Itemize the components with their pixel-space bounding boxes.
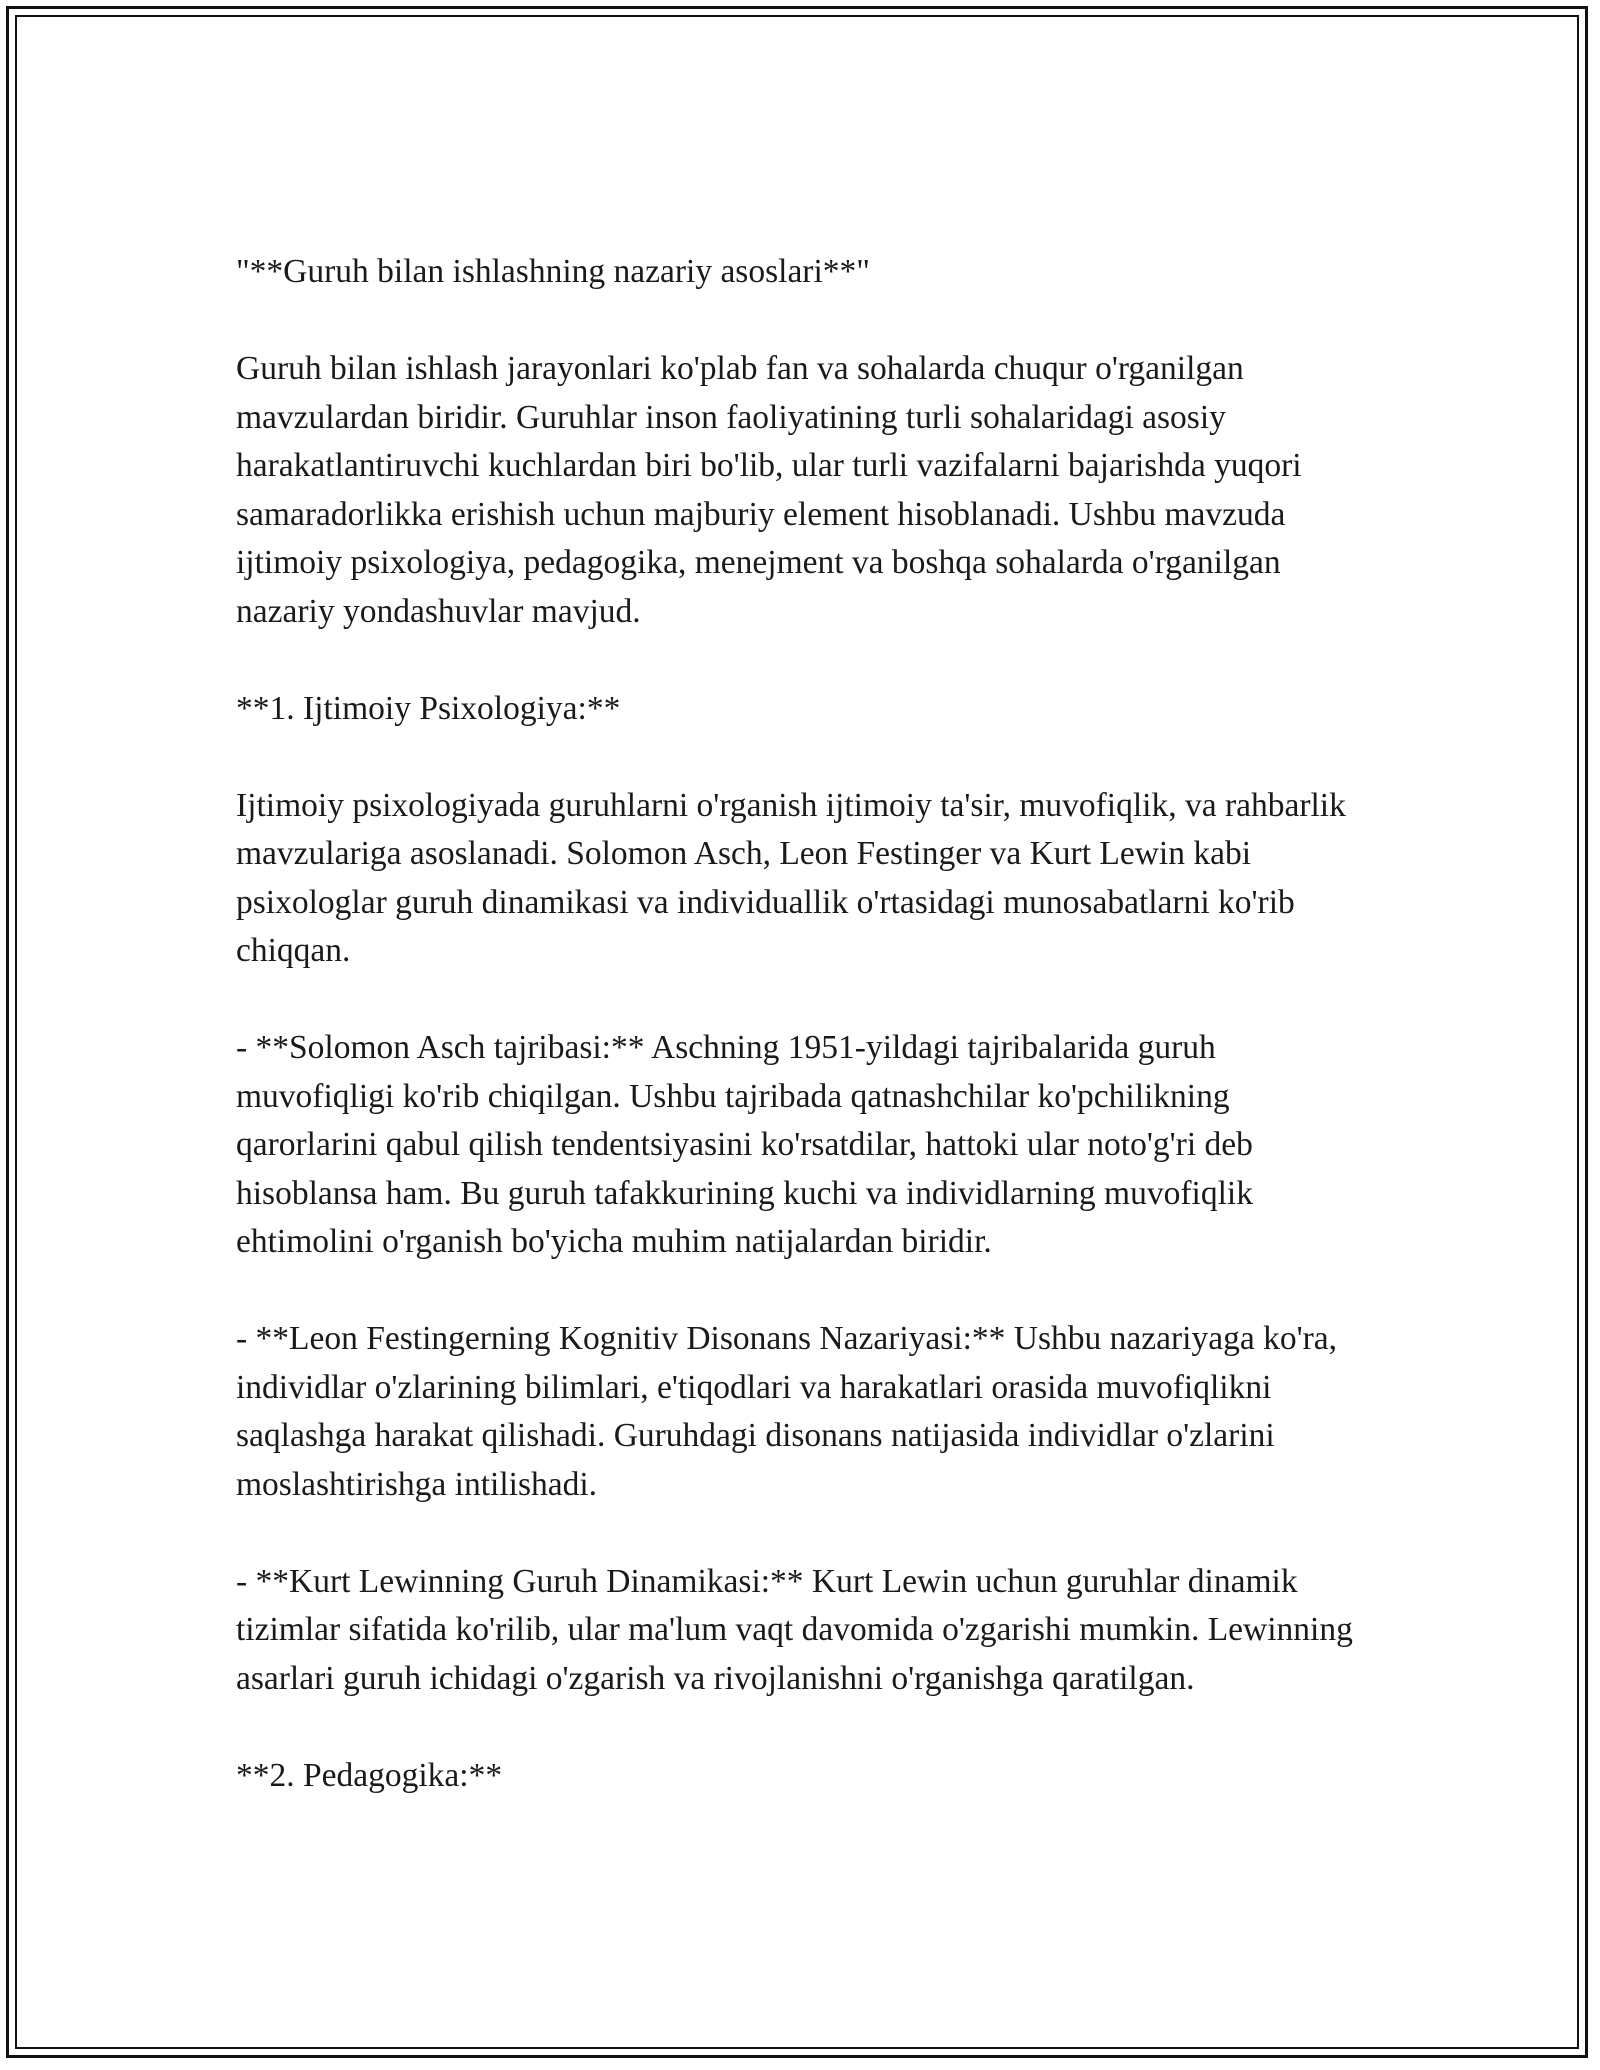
section-heading-social-psychology: **1. Ijtimoiy Psixologiya:** xyxy=(236,689,621,727)
list-item-asch: - **Solomon Asch tajribasi:** Aschning 1951-yildagi tajribalarida guruh muvofiqligi ko'rib chiqilgan. Ushbu tajribada qatnashchilar ko'pchilikning qarorlarini qabul qilish tendentsiyasini ko'rsatdilar, hattoki ular noto'g'ri deb hisoblansa ham. Bu guruh tafakkurining kuchi va individlarning muvofiqlik ehtimolini o'rganish bo'yicha muhim natijalardan biridir. xyxy=(236,1029,1253,1260)
social-psychology-paragraph: Ijtimoiy psixologiyada guruhlarni o'rganish ijtimoiy ta'sir, muvofiqlik, va rahbarlik mavzulariga asoslanadi. Solomon Asch, Leon Festinger va Kurt Lewin kabi psixologlar guruh dinamikasi va individuallik o'rtasidagi munosabatlarni ko'rib chiqqan. xyxy=(236,786,1346,969)
intro-paragraph: Guruh bilan ishlash jarayonlari ko'plab fan va sohalarda chuqur o'rganilgan mavzulardan biridir. Guruhlar inson faoliyatining turli sohalaridagi asosiy harakatlantiruvchi kuchlardan biri bo'lib, ular turli vazifalarni bajarishda yuqori samaradorlikka erishish uchun majburiy element hisoblanadi. Ushbu mavzuda ijtimoiy psixologiya, pedagogika, menejment va boshqa sohalarda o'rganilgan nazariy yondashuvlar mavjud. xyxy=(236,350,1302,630)
section-heading-pedagogy: **2. Pedagogika:** xyxy=(236,1756,503,1794)
document-body xyxy=(236,248,1366,1849)
list-item-lewin: - **Kurt Lewinning Guruh Dinamikasi:** Kurt Lewin uchun guruhlar dinamik tizimlar sifatida ko'rilib, ular ma'lum vaqt davomida o'zgarishi mumkin. Lewinning asarlari guruh ichidagi o'zgarish va rivojlanishni o'rganishga qaratilgan. xyxy=(236,1562,1353,1697)
list-item-festinger: - **Leon Festingerning Kognitiv Disonans Nazariyasi:** Ushbu nazariyaga ko'ra, individlar o'zlarining bilimlari, e'tiqodlari va harakatlari orasida muvofiqlikni saqlashga harakat qilishadi. Guruhdagi disonans natijasida individlar o'zlarini moslashtirishga intilishadi. xyxy=(236,1320,1338,1503)
document-title: "**Guruh bilan ishlashning nazariy asoslari**" xyxy=(236,253,870,290)
